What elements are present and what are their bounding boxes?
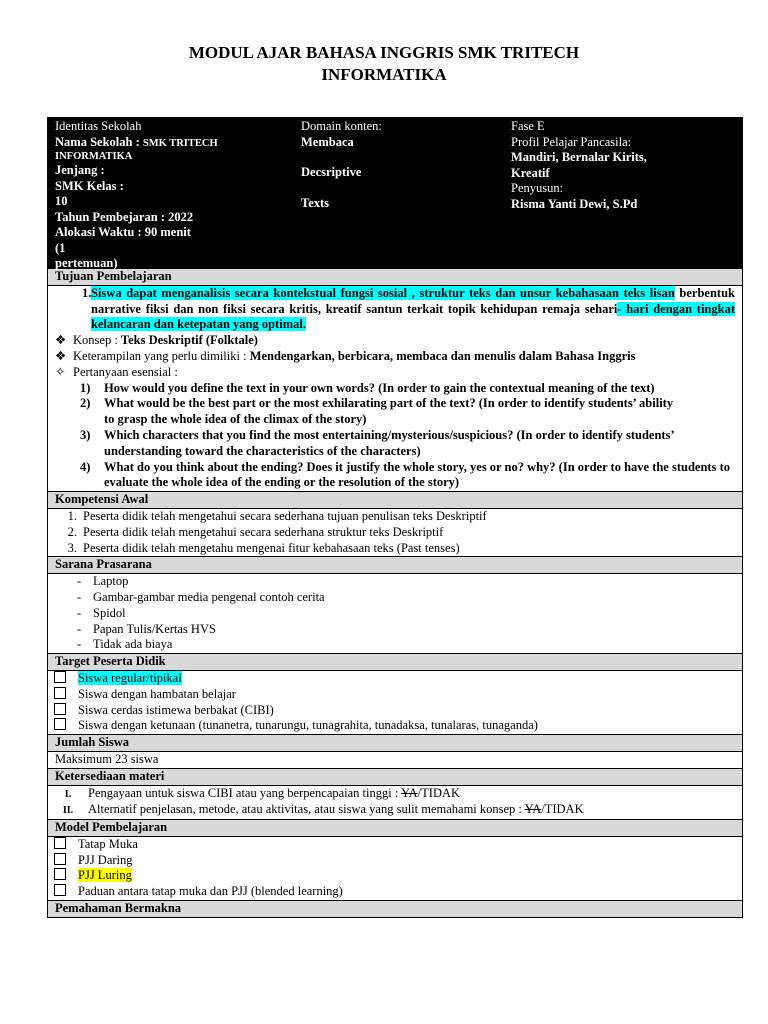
learning-objective: 1. Siswa dapat menganalisis secara kontekstual fungsi sosial , struktur teks dan unsur kebahasaan teks lisan berbentuk narrative fiksi dan non fiksi secara kritis, kreatif santun terkait topik kehidupan remaja sehari- hari dengan tingkat kelancaran dan ketepatan yang optimal.	[82, 285, 735, 332]
section-header-ketersediaan: Ketersediaan materi	[48, 768, 743, 785]
question-item: 2) What would be the best part or the most exhilarating part of the text? (In order to identify students’ ability to grasp the whole idea of the climax of the story)	[80, 396, 674, 427]
checkbox-icon	[54, 703, 66, 715]
kelas-value: 10	[55, 194, 68, 208]
alokasi-waktu-line-3: pertemuan)	[55, 256, 118, 270]
module-document	[47, 117, 743, 918]
question-item: 3) Which characters that you find the most entertaining/mysterious/suspicious? (In order to identify students’ understanding toward the characteristics of the characters)	[80, 427, 674, 458]
profil-label: Profil Pelajar Pancasila:	[511, 134, 632, 149]
checkbox-item: Siswa dengan hambatan belajar	[48, 687, 735, 703]
domain-descriptive: Decsriptive	[301, 165, 362, 179]
checkbox-item: Tatap Muka	[48, 837, 735, 853]
identity-phase-column	[511, 119, 736, 212]
checkbox-item: Siswa regular/tipikal	[48, 671, 735, 687]
checkbox-icon	[54, 718, 66, 730]
list-item: - Tidak ada biaya	[77, 637, 173, 652]
section-header-sarana: Sarana Prasarana	[48, 557, 743, 574]
list-item: - Gambar-gambar media pengenal contoh cerita	[77, 589, 325, 604]
tahun-pembelajaran: Tahun Pembejaran : 2022	[55, 209, 194, 224]
diamond-outline-bullet-icon: ✧	[55, 364, 66, 379]
pertanyaan-row: ✧ Pertanyaan esensial :	[55, 364, 178, 379]
checkbox-icon	[54, 884, 66, 896]
list-item: - Laptop	[77, 574, 129, 589]
model-content	[48, 836, 743, 900]
checkbox-icon	[54, 687, 66, 699]
domain-membaca: Membaca	[301, 134, 354, 149]
section-header-target: Target Peserta Didik	[48, 654, 743, 671]
kompetensi-content	[48, 508, 743, 556]
list-item: 1. Peserta didik telah mengetahui secara sederhana tujuan penulisan teks Deskriptif	[67, 508, 487, 523]
list-item: - Spidol	[77, 605, 126, 620]
checkbox-icon	[54, 671, 66, 683]
checkbox-item: Paduan antara tatap muka dan PJJ (blended learning)	[48, 884, 735, 900]
document-title	[0, 42, 768, 86]
section-header-model: Model Pembelajaran	[48, 820, 743, 837]
kelas-label: SMK Kelas :	[55, 178, 124, 193]
list-item: II. Alternatif penjelasan, metode, atau aktivitas, atau siswa yang sulit memahami konsep : YA/TIDAK	[62, 802, 584, 817]
checkbox-icon	[54, 868, 66, 880]
diamond-bullet-icon: ❖	[55, 348, 67, 363]
sarana-content	[48, 574, 743, 654]
diamond-bullet-icon: ❖	[55, 333, 67, 348]
alokasi-waktu: Alokasi Waktu : 90 menit	[55, 225, 191, 239]
profil-value: Mandiri, Bernalar Kirits,	[511, 150, 647, 164]
section-header-pemahaman: Pemahaman Bermakna	[48, 901, 743, 918]
checkbox-item: PJJ Luring	[48, 868, 735, 884]
penyusun-label: Penyusun:	[511, 181, 564, 195]
jenjang-label: Jenjang :	[55, 163, 105, 177]
keterampilan-row: ❖ Keterampilan yang perlu dimiliki : Mendengarkan, berbicara, membaca dan menulis dalam Bahasa Inggris	[55, 348, 636, 363]
school-name-line-2: INFORMATIKA	[55, 151, 133, 162]
jumlah-value: Maksimum 23 siswa	[48, 751, 743, 768]
profil-value-line-2: Kreatif	[511, 165, 550, 180]
checkbox-item: Siswa dengan ketunaan (tunanetra, tunarungu, tunagrahita, tunadaksa, tunalaras, tunaganda)	[48, 718, 735, 734]
domain-texts: Texts	[301, 195, 330, 210]
section-header-jumlah: Jumlah Siswa	[48, 735, 743, 752]
penyusun-name: Risma Yanti Dewi, S.Pd	[511, 196, 638, 211]
list-item: 2. Peserta didik telah mengetahui secara sederhana struktur teks Deskriptif	[67, 524, 444, 539]
section-header-tujuan: Tujuan Pembelajaran	[48, 269, 743, 286]
checkbox-item: Siswa cerdas istimewa berbakat (CIBI)	[48, 703, 735, 719]
section-header-kompetensi: Kompetensi Awal	[48, 492, 743, 509]
identity-heading: Identitas Sekolah	[55, 119, 142, 133]
checkbox-icon	[54, 853, 66, 865]
ketersediaan-content	[48, 785, 743, 820]
tujuan-content	[48, 285, 743, 491]
title-line-2: INFORMATIKA	[321, 65, 447, 84]
konsep-row: ❖ Konsep : Teks Deskriptif (Folktale)	[55, 333, 258, 348]
checkbox-icon	[54, 837, 66, 849]
question-item: 1) How would you define the text in your own words? (In order to gain the contextual meaning of the text)	[80, 380, 655, 395]
alokasi-waktu-line-2: (1	[55, 240, 66, 255]
list-item: I. Pengayaan untuk siswa CIBI atau yang berpencapaian tinggi : YA/TIDAK	[64, 785, 461, 800]
identity-domain-column	[301, 119, 501, 211]
target-content	[48, 670, 743, 734]
question-item: 4) What do you think about the ending? Does it justify the whole story, yes or no? why? (In order to have the students to evaluate the whole idea of the ending or the resolution of the story)	[80, 459, 730, 490]
fase: Fase E	[511, 119, 545, 133]
list-item: - Papan Tulis/Kertas HVS	[77, 621, 216, 636]
checkbox-item: PJJ Daring	[48, 853, 735, 869]
school-name: Nama Sekolah : SMK TRITECH	[55, 134, 218, 149]
identity-school-column	[55, 119, 285, 272]
module-table	[47, 268, 743, 918]
domain-heading: Domain konten:	[301, 119, 382, 133]
title-line-1: MODUL AJAR BAHASA INGGRIS SMK TRITECH	[188, 43, 580, 62]
list-item: 3. Peserta didik telah mengetahu mengenai fitur kebahasaan teks (Past tenses)	[67, 540, 460, 555]
identity-block	[47, 117, 743, 268]
